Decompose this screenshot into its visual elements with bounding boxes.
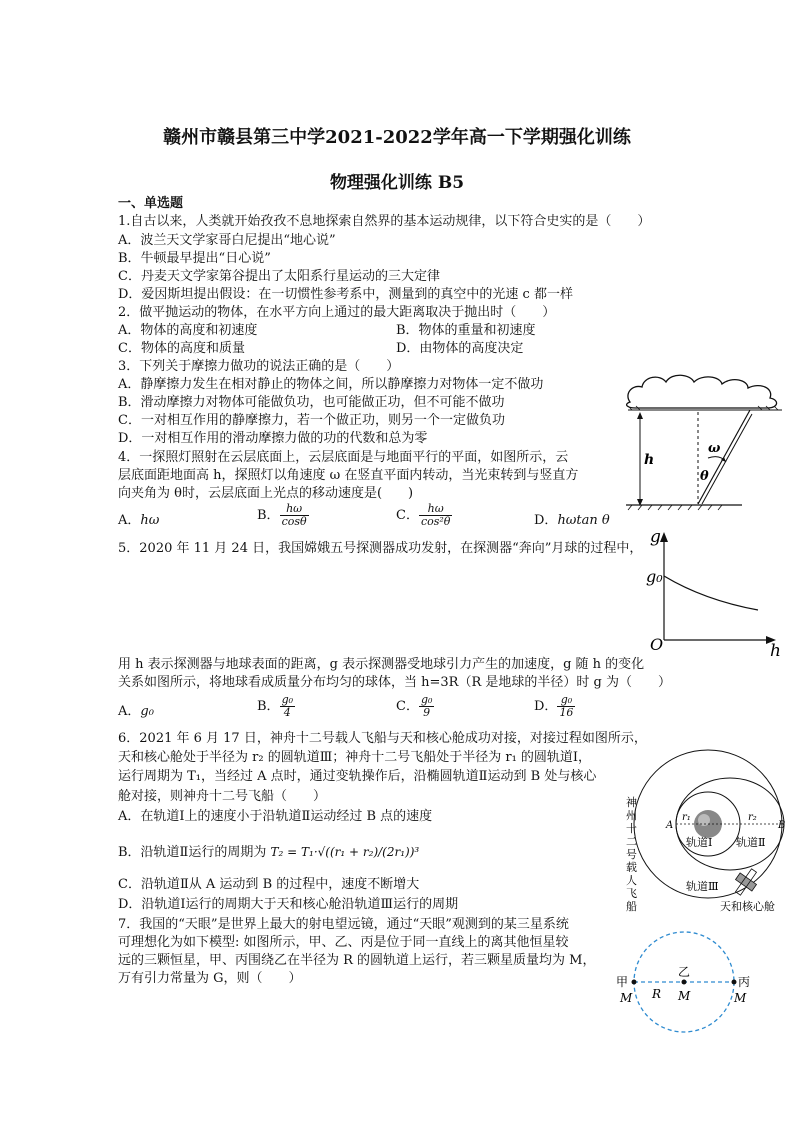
q7-fig-M-jia: M xyxy=(620,991,633,1005)
q1-option-a: A．波兰天文学家哥白尼提出“地心说” xyxy=(118,233,336,248)
q5-option-a: A．g₀ xyxy=(118,704,154,719)
q2-option-a: A．物体的高度和初速度 xyxy=(118,323,258,338)
q5-option-b: B． $\frac{\text{g₀}}{4}$ xyxy=(257,693,294,719)
q2-option-c: C．物体的高度和质量 xyxy=(118,341,245,356)
q2-option-b: B．物体的重量和初速度 xyxy=(396,323,536,338)
q6-fig-r1: r₁ xyxy=(682,812,691,823)
document-subtitle: 物理强化训练 B5 xyxy=(329,173,465,193)
q4-option-b: B． $\frac{h\omega}{\cos\theta}$ xyxy=(257,502,307,528)
q4-option-c: C． $\frac{h\omega}{\text{cos²θ}}$ xyxy=(396,502,451,528)
q1-option-d: D．爱因斯坦提出假设：在一切惯性参考系中，测量到的真空中的光速 c 都一样 xyxy=(118,287,573,302)
q6-fig-orbit2: 轨道Ⅱ xyxy=(736,836,766,849)
q4-fig-h: h xyxy=(644,452,655,468)
q7-line-3: 远的三颗恒星，甲、丙围绕乙在半径为 R 的圆轨道上运行，若三颗星质量均为 M， xyxy=(118,953,596,968)
q4-option-d: D．hωtan θ xyxy=(534,513,610,528)
q7-line-4: 万有引力常量为 G，则（ ） xyxy=(118,971,302,986)
q3-option-d: D．一对相互作用的滑动摩擦力做的功的代数和总为零 xyxy=(118,431,428,446)
q1-stem: 1.自古以来，人类就开始孜孜不息地探索自然界的基本运动规律，以下符合史实的是（ ） xyxy=(118,214,651,229)
q6-fig-A: A xyxy=(666,820,674,831)
q4-figure xyxy=(622,372,794,512)
q1-option-b: B．牛顿最早提出“日心说” xyxy=(118,251,271,266)
q4-fig-omega: ω xyxy=(708,441,721,456)
q2-stem: 2．做平抛运动的物体，在水平方向上通过的最大距离取决于抛出时（ ） xyxy=(118,305,556,320)
q6-fig-B: B xyxy=(778,820,786,831)
q7-fig-R: R xyxy=(652,987,662,1001)
q5-fig-axis-h: h xyxy=(770,641,781,661)
q6-fig-ship-label: 神州十二号载人飞船 xyxy=(626,796,637,913)
q7-fig-M-bing: M xyxy=(734,991,747,1005)
q7-line-2: 可理想化为如下模型: 如图所示，甲、乙、丙是位于同一直线上的离其他恒星较 xyxy=(118,935,569,950)
q6-fig-station: 天和核心舱 xyxy=(720,900,775,913)
q5-option-c: C． $\frac{\text{g₀}}{9}$ xyxy=(396,693,433,719)
q7-fig-bing: 丙 xyxy=(738,975,751,989)
q6-option-b: B．沿轨道Ⅱ运行的周期为 T₂ = T₁·√((r₁ + r₂)/(2r₁))³ xyxy=(118,845,420,860)
q7-fig-jia: 甲 xyxy=(616,975,629,989)
q5-fig-axis-g: g xyxy=(650,527,661,547)
q3-option-a: A．静摩擦力发生在相对静止的物体之间，所以静摩擦力对物体一定不做功 xyxy=(118,377,544,392)
q7-fig-yi: 乙 xyxy=(678,965,691,979)
q4-line-3: 向夹角为 θ时，云层底面上光点的移动速度是( ) xyxy=(118,486,414,501)
q7-fig-M-yi: M xyxy=(678,989,691,1003)
section-heading: 一、单选题 xyxy=(118,196,184,211)
q4-line-2: 层底面距地面高 h，探照灯以角速度 ω 在竖直平面内转动，当光束转到与竖直方 xyxy=(118,468,579,483)
q4-fig-theta: θ xyxy=(700,469,709,484)
cloud-icon xyxy=(627,375,777,408)
q5-line-1: 5．2020 年 11 月 24 日，我国嫦娥五号探测器成功发射，在探测器“奔向”月球的过程中， xyxy=(118,541,643,556)
q5-line-2: 用 h 表示探测器与地球表面的距离，g 表示探测器受地球引力产生的加速度，g 随 h 的变化 xyxy=(118,657,645,672)
q6-fig-orbit1: 轨道Ⅰ xyxy=(686,836,713,849)
q5-fig-origin: O xyxy=(650,635,664,654)
q6-line-1: 6．2021 年 6 月 17 日，神舟十二号载人飞船与天和核心舱成功对接，对接过程如图所示， xyxy=(118,731,647,746)
q5-line-3: 关系如图所示，将地球看成质量分布均匀的球体，当 h=3R（R 是地球的半径）时 g 为（ ） xyxy=(118,675,671,690)
q5-figure xyxy=(644,522,790,661)
q6-line-2: 天和核心舱处于半径为 r₂ 的圆轨道Ⅲ；神舟十二号飞船处于半径为 r₁ 的圆轨道Ⅰ， xyxy=(118,750,592,765)
q3-option-b: B．滑动摩擦力对物体可能做负功，也可能做正功，但不可能不做功 xyxy=(118,395,505,410)
q6-line-4: 舱对接，则神舟十二号飞船（ ） xyxy=(118,789,327,804)
q6-fig-r2: r₂ xyxy=(748,812,757,823)
document-title: 赣州市赣县第三中学2021-2022学年高一下学期强化训练 xyxy=(163,127,631,148)
q6-figure xyxy=(620,752,790,914)
q5-fig-g0: g₀ xyxy=(646,567,663,586)
q7-line-1: 7．我国的“天眼”是世界上最大的射电望远镜，通过“天眼”观测到的某三星系统 xyxy=(118,917,569,932)
q4-line-1: 4．一探照灯照射在云层底面上，云层底面是与地面平行的平面，如图所示，云 xyxy=(118,450,569,465)
q6-line-3: 运行周期为 T₁，当经过 A 点时，通过变轨操作后，沿椭圆轨道Ⅱ运动到 B 处与核心 xyxy=(118,769,597,784)
q7-figure xyxy=(612,926,788,1050)
q6-option-c: C．沿轨道Ⅱ从 A 运动到 B 的过程中，速度不断增大 xyxy=(118,877,420,892)
q3-stem: 3．下列关于摩擦力做功的说法正确的是（ ） xyxy=(118,359,400,374)
q1-option-c: C．丹麦天文学家第谷提出了太阳系行星运动的三大定律 xyxy=(118,269,440,284)
q5-option-d: D． $\frac{\text{g₀}}{16}$ xyxy=(534,693,574,719)
q6-option-b-formula: T₂ = T₁·√((r₁ + r₂)/(2r₁))³ xyxy=(270,845,420,859)
q2-option-d: D．由物体的高度决定 xyxy=(396,341,524,356)
q6-option-a: A．在轨道Ⅰ上的速度小于沿轨道Ⅱ运动经过 B 点的速度 xyxy=(118,809,433,824)
q6-fig-orbit3: 轨道Ⅲ xyxy=(686,880,719,893)
q3-option-c: C．一对相互作用的静摩擦力，若一个做正功，则另一个一定做负功 xyxy=(118,413,505,428)
q6-option-d: D．沿轨道Ⅰ运行的周期大于天和核心舱沿轨道Ⅲ运行的周期 xyxy=(118,897,459,912)
q4-option-a: A．hω xyxy=(118,513,160,528)
